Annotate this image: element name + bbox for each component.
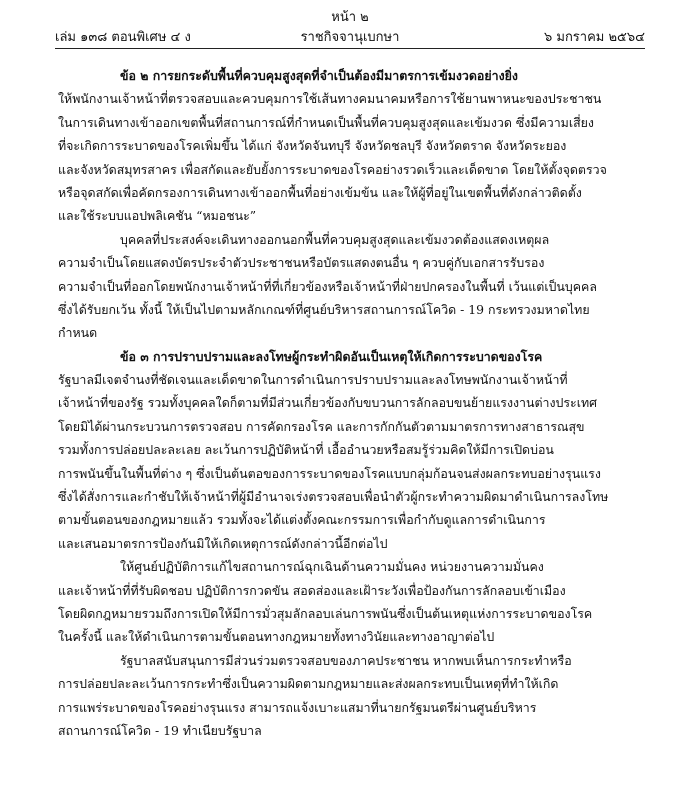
text-line: และใช้ระบบแอปพลิเคชัน “หมอชนะ” (58, 208, 257, 224)
volume-issue: เล่ม ๑๓๘ ตอนพิเศษ ๔ ง (55, 30, 191, 45)
section-2-heading: ข้อ ๒ การยกระดับพื้นที่ควบคุมสูงสุดที่จำเป็นต้องมีมาตรการเข้มงวดอย่างยิ่ง (120, 68, 518, 83)
publication-date: ๖ มกราคม ๒๕๖๔ (543, 30, 645, 45)
section-3-paragraph-2 (58, 555, 644, 649)
text-line: ให้ศูนย์ปฏิบัติการแก้ไขสถานการณ์ฉุกเฉินด้านความมั่นคง หน่วยงานความมั่นคง (120, 559, 544, 575)
text-line: ความจำเป็นที่ออกโดยพนักงานเจ้าหน้าที่ที่เกี่ยวข้องหรือเจ้าหน้าที่ฝ่ายปกครองในพื้นที่ เว้นแต่เป็นบุคคล (58, 278, 597, 294)
section-3-paragraph-1 (58, 368, 644, 555)
text-line: และเสนอมาตรการป้องกันมิให้เกิดเหตุการณ์ดังกล่าวนี้อีกต่อไป (58, 535, 388, 551)
text-line: ที่จะเกิดการระบาดของโรคเพิ่มขึ้น ได้แก่ จังหวัดจันทบุรี จังหวัดชลบุรี จังหวัดตราด จังหวัดระยอง (58, 138, 567, 154)
text-line: โดยผิดกฎหมายรวมถึงการเปิดให้มีการมั่วสุมลักลอบเล่นการพนันซึ่งเป็นต้นเหตุแห่งการระบาดของโรค (58, 605, 593, 621)
text-line: หรือจุดสกัดเพื่อคัดกรองการเดินทางเข้าออกพื้นที่อย่างเข้มข้น และให้ผู้ที่อยู่ในเขตพื้นที่ดังกล่าวติดตั้ง (58, 184, 582, 200)
gazette-title: ราชกิจจานุเบกษา (300, 30, 400, 45)
text-line: ซึ่งได้สั่งการและกำชับให้เจ้าหน้าที่ผู้มีอำนาจเร่งตรวจสอบเพื่อนำตัวผู้กระทำความผิดมาดำเนินการลงโทษ (58, 489, 609, 505)
section-3-paragraph-3 (58, 649, 644, 743)
section-3-heading: ข้อ ๓ การปราบปรามและลงโทษผู้กระทำผิดอันเป็นเหตุให้เกิดการระบาดของโรค (120, 348, 543, 364)
text-line: รวมทั้งการปล่อยปละละเลย ละเว้นการปฏิบัติหน้าที่ เอื้ออำนวยหรือสมรู้ร่วมคิดให้มีการเปิดบ่อน (58, 442, 554, 458)
document-body (58, 64, 644, 742)
text-line: ในครั้งนี้ และให้ดำเนินการตามขั้นตอนทางกฎหมายทั้งทางวินัยและทางอาญาต่อไป (58, 629, 495, 645)
text-line: กำหนด (58, 325, 98, 341)
section-2-paragraph-1 (58, 87, 644, 227)
text-line: การพนันขึ้นในพื้นที่ต่าง ๆ ซึ่งเป็นต้นตอของการระบาดของโรคแบบกลุ่มก้อนจนส่งผลกระทบอย่างรุนแรง (58, 465, 601, 481)
text-line: รัฐบาลสนับสนุนการมีส่วนร่วมตรวจสอบของภาคประชาชน หากพบเห็นการกระทำหรือ (120, 652, 572, 668)
text-line: รัฐบาลมีเจตจำนงที่ชัดเจนและเด็ดขาดในการดำเนินการปราบปรามและลงโทษพนักงานเจ้าหน้าที่ (58, 372, 568, 388)
text-line: โดยมิได้ผ่านกระบวนการตรวจสอบ การคัดกรองโรค และการกักกันตัวตามมาตรการทางสาธารณสุข (58, 418, 585, 434)
text-line: ความจำเป็นโดยแสดงบัตรประจำตัวประชาชนหรือบัตรแสดงตนอื่น ๆ ควบคู่กับเอกสารรับรอง (58, 255, 545, 271)
text-line: การแพร่ระบาดของโรคอย่างรุนแรง สามารถแจ้งเบาะแสมาที่นายกรัฐมนตรีผ่านศูนย์บริหาร (58, 699, 537, 715)
text-line: ซึ่งได้รับยกเว้น ทั้งนี้ ให้เป็นไปตามหลักเกณฑ์ที่ศูนย์บริหารสถานการณ์โควิด - 19 กระทรวงมหาดไทย (58, 301, 590, 317)
text-line: และเจ้าหน้าที่ที่รับผิดชอบ ปฏิบัติการกวดขัน สอดส่องและเฝ้าระวังเพื่อป้องกันการลักลอบเข้าเมือง (58, 582, 566, 598)
text-line: บุคคลที่ประสงค์จะเดินทางออกนอกพื้นที่ควบคุมสูงสุดและเข้มงวดต้องแสดงเหตุผล (120, 231, 550, 247)
text-line: สถานการณ์โควิด - 19 ทำเนียบรัฐบาล (58, 722, 262, 738)
header-divider (55, 48, 645, 49)
text-line: ในการเดินทางเข้าออกเขตพื้นที่สถานการณ์ที่กำหนดเป็นพื้นที่ควบคุมสูงสุดและเข้มงวด ซึ่งมีความเสี่ยง (58, 114, 594, 130)
section-2-paragraph-2 (58, 228, 644, 345)
text-line: ตามขั้นตอนของกฎหมายแล้ว รวมทั้งจะได้แต่งตั้งคณะกรรมการเพื่อกำกับดูแลการดำเนินการ (58, 512, 546, 528)
text-line: การปล่อยปละละเว้นการกระทำซึ่งเป็นความผิดตามกฎหมายและส่งผลกระทบเป็นเหตุที่ทำให้เกิด (58, 676, 559, 692)
text-line: เจ้าหน้าที่ของรัฐ รวมทั้งบุคคลใดก็ตามที่มีส่วนเกี่ยวข้องกับขบวนการลักลอบขนย้ายแรงงานต่างประเทศ (58, 395, 597, 411)
page-number: หน้า ๒ (331, 10, 369, 25)
text-line: ให้พนักงานเจ้าหน้าที่ตรวจสอบและควบคุมการใช้เส้นทางคมนาคมหรือการใช้ยานพาหนะของประชาชน (58, 91, 602, 107)
text-line: และจังหวัดสมุทรสาคร เพื่อสกัดและยับยั้งการระบาดของโรคอย่างรวดเร็วและเด็ดขาด โดยให้ตั้งจุดตรวจ (58, 161, 607, 177)
